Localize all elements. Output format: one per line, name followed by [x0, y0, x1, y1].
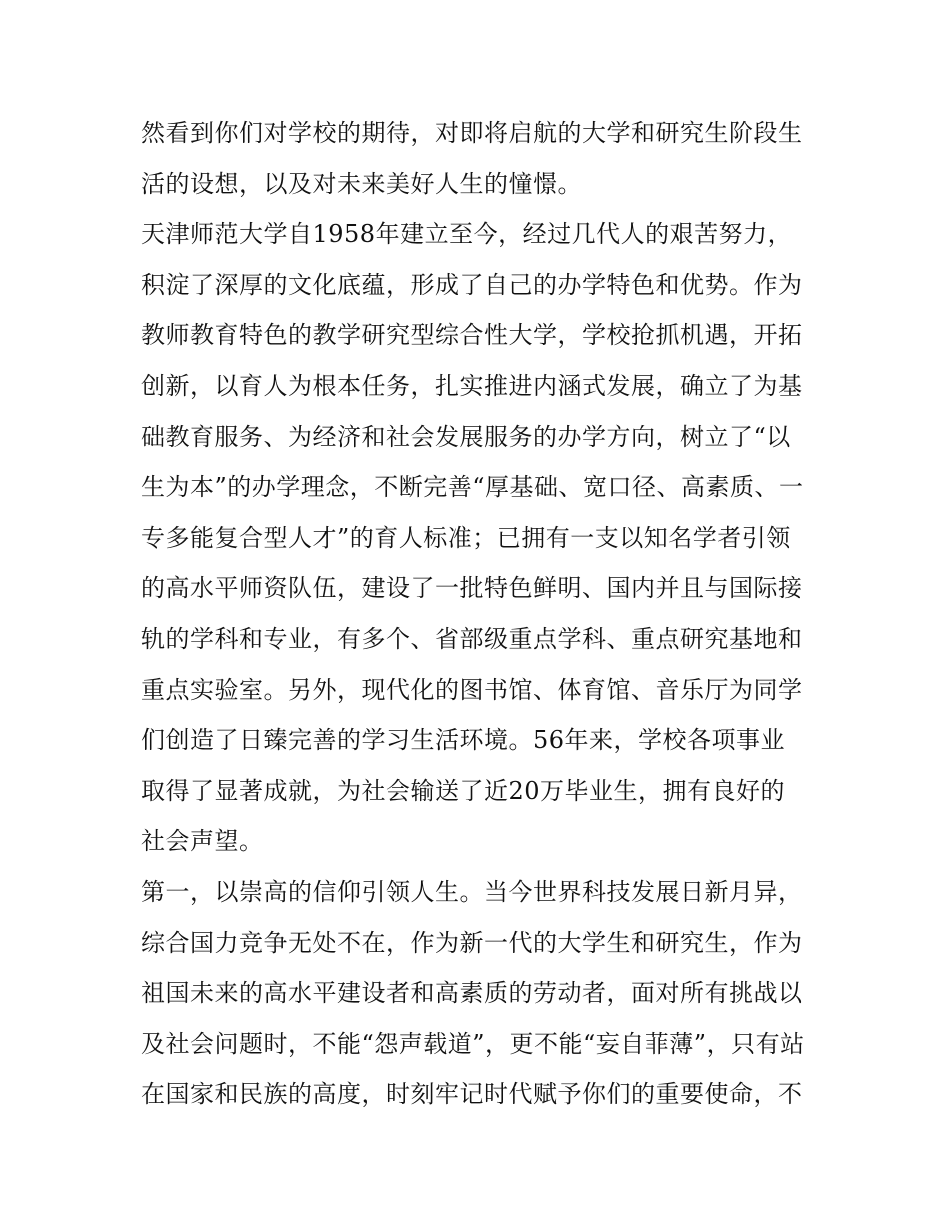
text-line-16: 第一，以崇高的信仰引领人生。当今世界科技发展日新月异，	[141, 877, 803, 906]
text-line-14: 取得了显著成就，为社会输送了近20万毕业生，拥有良好的	[141, 776, 786, 805]
text-line-4: 积淀了深厚的文化底蕴，形成了自己的办学特色和优势。作为	[141, 270, 803, 299]
text-line-15: 社会声望。	[141, 827, 264, 856]
text-line-17: 综合国力竞争无处不在，作为新一代的大学生和研究生，作为	[141, 928, 803, 957]
body-text	[141, 108, 821, 1120]
text-line-8: 生为本”的办学理念，不断完善“厚基础、宽口径、高素质、一	[141, 473, 804, 502]
text-line-2: 活的设想，以及对未来美好人生的憧憬。	[141, 169, 582, 198]
text-line-10: 的高水平师资队伍，建设了一批特色鲜明、国内并且与国际接	[141, 574, 803, 603]
text-line-20: 在国家和民族的高度，时刻牢记时代赋予你们的重要使命，不	[141, 1080, 803, 1109]
text-line-18: 祖国未来的高水平建设者和高素质的劳动者，面对所有挑战以	[141, 979, 803, 1008]
text-line-9: 专多能复合型人才”的育人标准；已拥有一支以知名学者引领	[141, 523, 791, 552]
text-line-7: 础教育服务、为经济和社会发展服务的办学方向，树立了“以	[141, 422, 791, 451]
text-line-11: 轨的学科和专业，有多个、省部级重点学科、重点研究基地和	[141, 624, 803, 653]
text-line-3: 天津师范大学自1958年建立至今，经过几代人的艰苦努力，	[141, 220, 793, 249]
text-line-19: 及社会问题时，不能“怨声载道”，更不能“妄自菲薄”，只有站	[141, 1029, 805, 1058]
text-line-5: 教师教育特色的教学研究型综合性大学，学校抢抓机遇，开拓	[141, 321, 803, 350]
text-line-12: 重点实验室。另外，现代化的图书馆、体育馆、音乐厅为同学	[141, 675, 803, 704]
text-line-6: 创新，以育人为根本任务，扎实推进内涵式发展，确立了为基	[141, 371, 803, 400]
text-line-13: 们创造了日臻完善的学习生活环境。56年来，学校各项事业	[141, 726, 786, 755]
text-line-1: 然看到你们对学校的期待，对即将启航的大学和研究生阶段生	[141, 119, 803, 147]
